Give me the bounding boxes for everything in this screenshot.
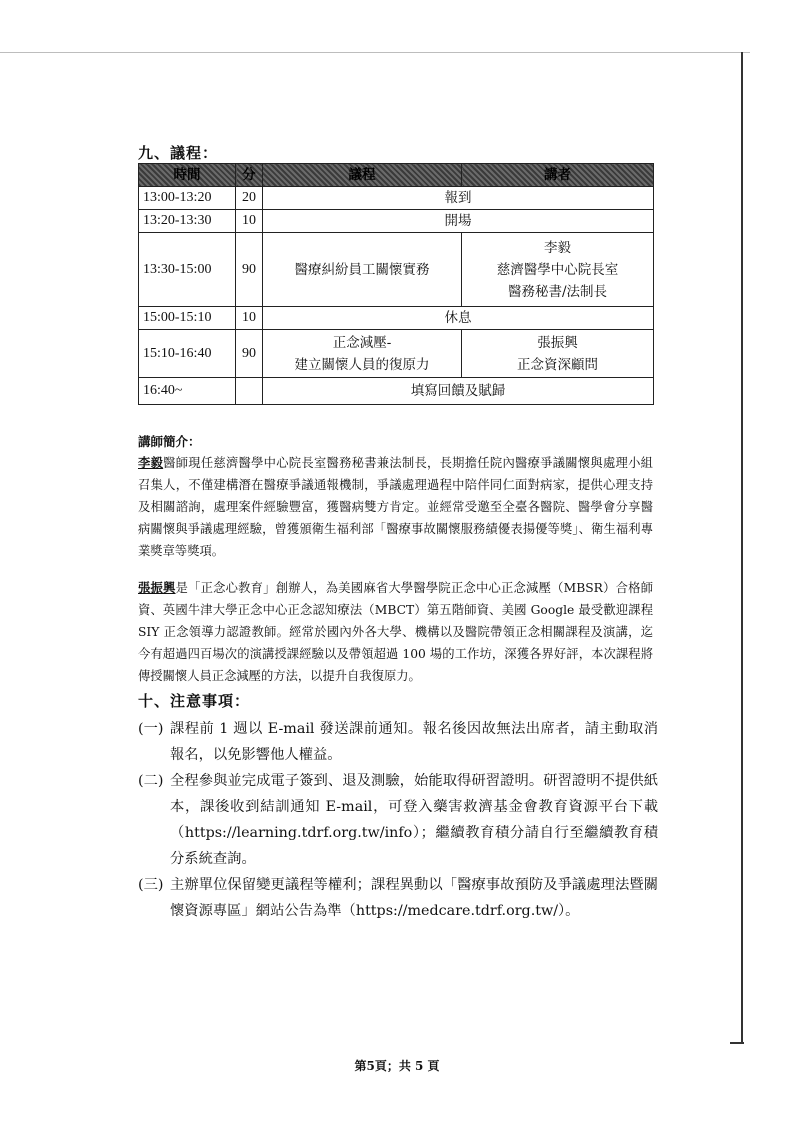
bio-heading: 講師簡介： (138, 434, 201, 449)
row-minutes: 10 (236, 210, 263, 233)
agenda-row (139, 307, 654, 330)
notes-list (138, 716, 658, 924)
note-item (138, 716, 658, 768)
row-item: 填寫回饋及賦歸 (263, 378, 654, 405)
agenda-row (139, 187, 654, 210)
bio-text: 是「正念心教育」創辦人，為美國麻省大學醫學院正念中心正念減壓（MBSR）合格師資、英國牛津大學正念中心正念認知療法（MBCT）第五階師資、美國 Google 最受歡迎課程 SIY 正念領導力認證教師。經常於國內外各大學、機構以及醫院帶領正念相關課程及演講，迄今有超過四百場次的演講授課經驗以及帶領超過 100 場的工作坊，深獲各界好評，本次課程將傳授關懷人員正念減壓的方法，以提升自我復原力。 (138, 581, 653, 683)
row-topic: 醫療糾紛員工關懷實務 (263, 233, 462, 307)
note-text: 全程參與並完成電子簽到、退及測驗，始能取得研習證明。研習證明不提供紙本，課後收到結訓通知 E-mail，可登入藥害救濟基金會教育資源平台下載（https://learning.tdrf.org.tw/info）；繼續教育積分請自行至繼續教育積分系統查詢。 (170, 773, 658, 867)
row-minutes: 10 (236, 307, 263, 330)
topic-line: 正念減壓- (332, 334, 392, 351)
header-speaker: 講者 (462, 164, 654, 187)
row-minutes (236, 378, 263, 405)
speaker-title: 正念資深顧問 (517, 356, 598, 373)
section-heading-notes: 十、注意事項： (138, 692, 251, 710)
note-text: 課程前 1 週以 E-mail 發送課前通知。報名後因故無法出席者，請主動取消報名，以免影響他人權益。 (170, 721, 658, 763)
speaker-title: 醫務秘書/法制長 (507, 283, 608, 300)
note-text: 主辦單位保留變更議程等權利；課程異動以「醫療事故預防及爭議處理法暨關懷資源專區」網站公告為準（https://medcare.tdrf.org.tw/）。 (170, 877, 658, 919)
page-number: 第5頁；共 5 頁 (354, 1059, 440, 1073)
row-topic (263, 330, 462, 378)
header-topic: 議程 (263, 164, 462, 187)
note-label: (一) (138, 721, 164, 737)
row-time: 15:10-16:40 (139, 330, 236, 378)
bio-text: 醫師現任慈濟醫學中心院長室醫務秘書兼法制長，長期擔任院內醫療爭議關懷與處理小組召集人，不僅建構潛在醫療爭議通報機制，爭議處理過程中陪伴同仁面對病家，提供心理支持及相關諮詢，處理案件經驗豐富，獲醫病雙方肯定。並經常受邀至全臺各醫院、醫學會分享醫病關懷與爭議處理經驗，曾獲頒衛生福利部「醫療事故關懷服務績優表揚優等獎」、衛生福利專業獎章等獎項。 (138, 456, 653, 558)
agenda-row (139, 378, 654, 405)
agenda-header-row (139, 164, 654, 187)
agenda-row (139, 233, 654, 307)
agenda-table (138, 163, 654, 405)
row-item: 報到 (263, 187, 654, 210)
row-minutes: 90 (236, 233, 263, 307)
header-minutes: 分 (236, 164, 263, 187)
row-time: 13:20-13:30 (139, 210, 236, 233)
speaker-name: 李毅 (544, 239, 571, 256)
bio-paragraph (138, 452, 653, 562)
speaker-name: 李毅 (138, 455, 164, 470)
speaker-name: 張振興 (537, 334, 578, 351)
scan-edge-top (0, 52, 750, 53)
note-label: (三) (138, 877, 164, 893)
speaker-name: 張振興 (138, 580, 176, 595)
row-time: 15:00-15:10 (139, 307, 236, 330)
bio-paragraph (138, 577, 653, 687)
scan-edge-right (741, 52, 743, 1044)
row-time: 16:40~ (139, 378, 236, 405)
row-speaker (462, 330, 654, 378)
row-item: 開場 (263, 210, 654, 233)
agenda-row (139, 330, 654, 378)
row-minutes: 90 (236, 330, 263, 378)
scan-edge-corner (730, 1042, 744, 1044)
note-item (138, 768, 658, 872)
row-minutes: 20 (236, 187, 263, 210)
row-time: 13:00-13:20 (139, 187, 236, 210)
header-time: 時間 (139, 164, 236, 187)
section-heading-agenda: 九、議程： (138, 144, 219, 162)
row-speaker (462, 233, 654, 307)
speaker-affiliation: 慈濟醫學中心院長室 (496, 261, 619, 278)
row-time: 13:30-15:00 (139, 233, 236, 307)
note-label: (二) (138, 773, 164, 789)
row-item: 休息 (263, 307, 654, 330)
topic-line: 建立關懷人員的復原力 (294, 356, 430, 373)
agenda-row (139, 210, 654, 233)
note-item (138, 872, 658, 924)
